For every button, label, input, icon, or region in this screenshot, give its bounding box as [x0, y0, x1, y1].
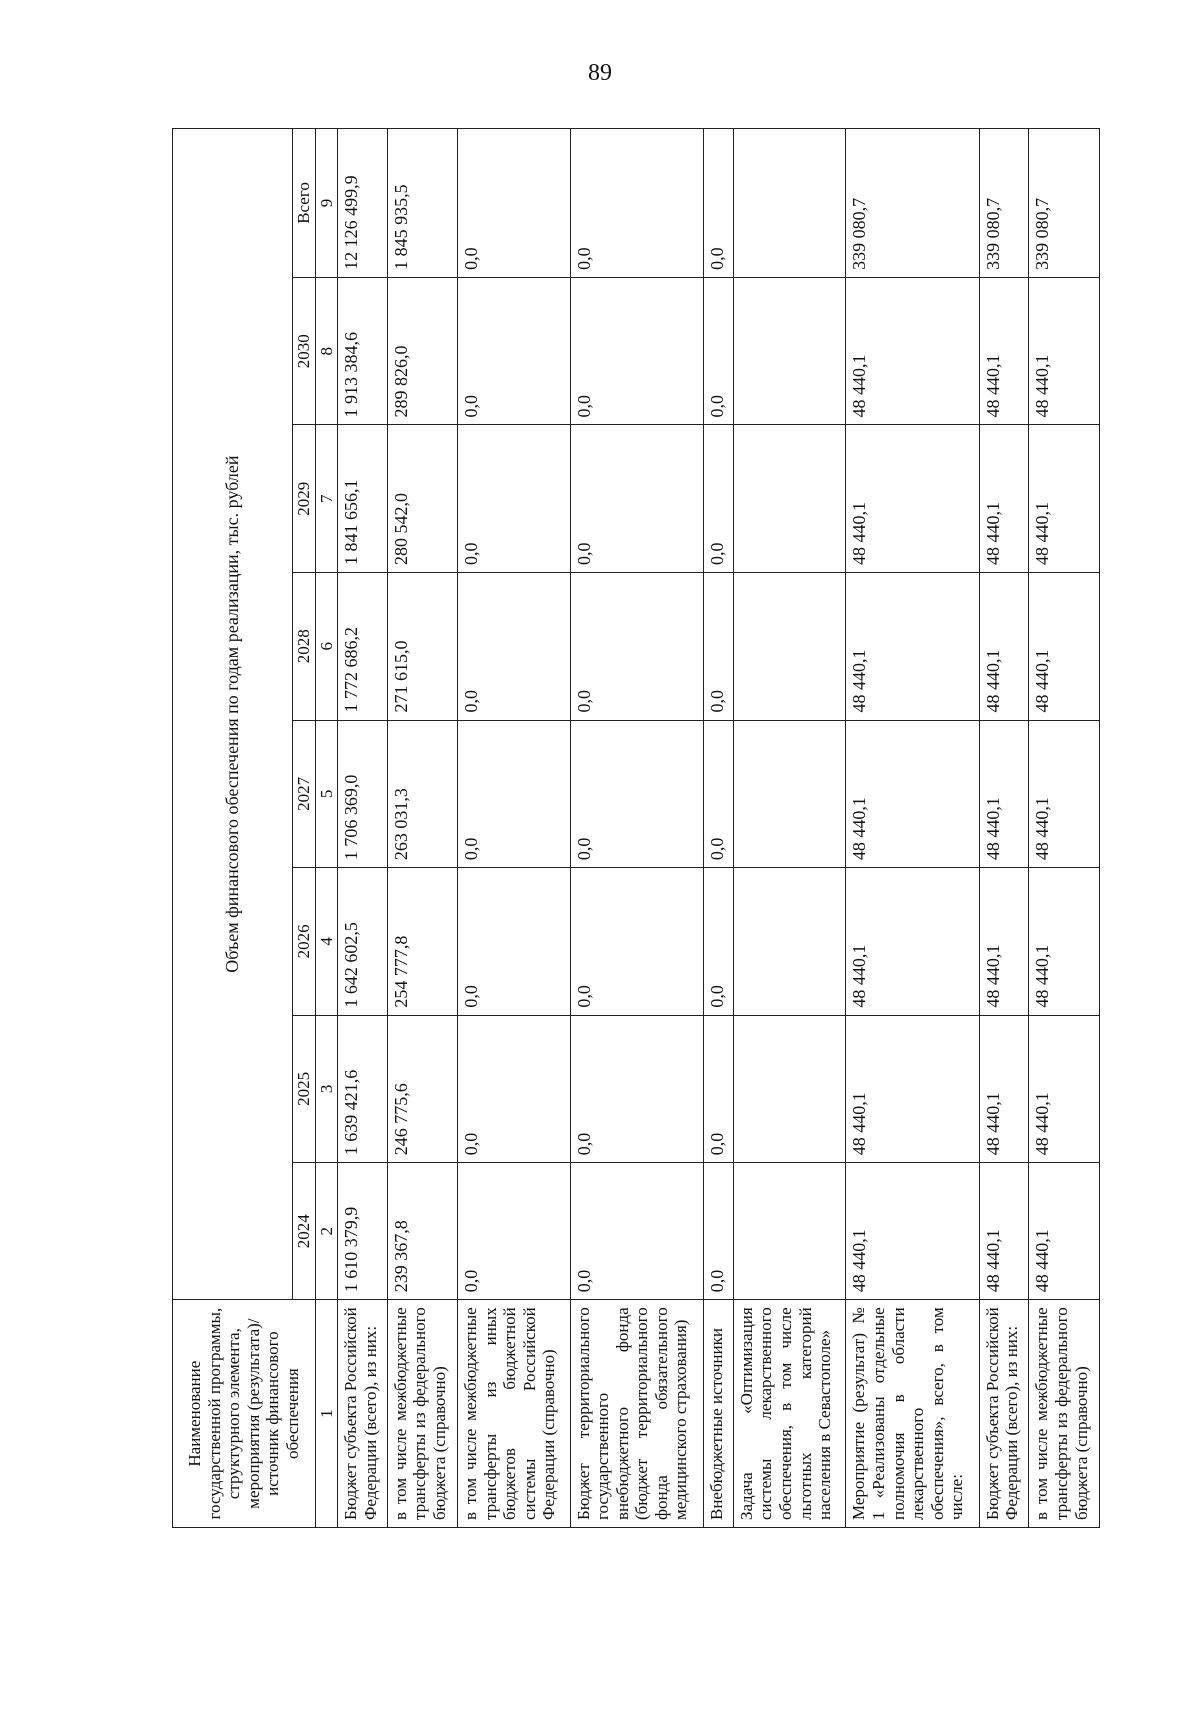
table-cell: 48 440,1	[846, 277, 980, 425]
table-row	[704, 129, 734, 1528]
year-header: 2028	[293, 573, 316, 721]
column-number: 6	[315, 573, 338, 721]
table-cell: 0,0	[704, 425, 734, 573]
table-cell: 48 440,1	[1029, 720, 1100, 868]
header-name-column: Наименование государственной программы, структурного элемента, мероприятия (результата)/источник финансового обеспечения	[173, 1300, 316, 1528]
column-number: 3	[315, 1015, 338, 1163]
table-cell: 48 440,1	[846, 573, 980, 721]
year-header: 2030	[293, 277, 316, 425]
table-row	[570, 129, 704, 1528]
table-cell: 339 080,7	[1029, 129, 1100, 278]
table-cell: 48 440,1	[846, 1015, 980, 1163]
row-name: в том числе межбюджетные трансферты из федерального бюджета (справочно)	[387, 1300, 458, 1528]
table-cell: 0,0	[704, 720, 734, 868]
table-cell	[733, 425, 846, 573]
year-header: 2029	[293, 425, 316, 573]
table-cell: 48 440,1	[1029, 1163, 1100, 1300]
table-cell	[733, 129, 846, 278]
year-header: 2024	[293, 1163, 316, 1300]
column-number: 9	[315, 129, 338, 278]
row-name: Внебюджетные источники	[704, 1300, 734, 1528]
table-cell: 0,0	[704, 277, 734, 425]
table-cell: 254 777,8	[387, 868, 458, 1016]
column-number: 4	[315, 868, 338, 1016]
table-cell: 0,0	[704, 1163, 734, 1300]
table-cell	[733, 1015, 846, 1163]
table-row	[846, 129, 980, 1528]
column-number: 2	[315, 1163, 338, 1300]
table-cell: 1 845 935,5	[387, 129, 458, 278]
table-cell: 0,0	[704, 573, 734, 721]
table-cell: 48 440,1	[846, 1163, 980, 1300]
table-cell: 48 440,1	[846, 425, 980, 573]
table-cell: 1 642 602,5	[338, 868, 388, 1016]
table-cell	[733, 573, 846, 721]
table-cell: 1 772 686,2	[338, 573, 388, 721]
table-cell: 48 440,1	[1029, 868, 1100, 1016]
row-name: Бюджет территориального государственного внебюджетного фонда (бюджет территориального фонда обязательного медицинского страхования)	[570, 1300, 704, 1528]
rotated-table-container	[172, 128, 1100, 1528]
table-cell: 48 440,1	[979, 573, 1029, 721]
table-cell: 0,0	[570, 720, 704, 868]
table-cell: 1 610 379,9	[338, 1163, 388, 1300]
table-cell: 289 826,0	[387, 277, 458, 425]
financing-table	[172, 128, 1100, 1528]
table-cell	[733, 277, 846, 425]
table-cell: 339 080,7	[979, 129, 1029, 278]
column-number: 1	[315, 1300, 338, 1528]
table-cell: 1 639 421,6	[338, 1015, 388, 1163]
column-number: 5	[315, 720, 338, 868]
table-cell: 1 841 656,1	[338, 425, 388, 573]
total-header: Всего	[293, 129, 316, 278]
table-cell: 263 031,3	[387, 720, 458, 868]
row-name: Бюджет субъекта Российской Федерации (всего), из них:	[979, 1300, 1029, 1528]
table-cell: 280 542,0	[387, 425, 458, 573]
table-cell: 339 080,7	[846, 129, 980, 278]
table-row	[458, 129, 571, 1528]
table-cell: 0,0	[704, 1015, 734, 1163]
table-cell: 0,0	[458, 573, 571, 721]
table-cell: 48 440,1	[846, 720, 980, 868]
table-cell: 0,0	[570, 129, 704, 278]
header-row-volume	[173, 129, 293, 1528]
table-cell: 0,0	[570, 868, 704, 1016]
table-cell: 0,0	[458, 1015, 571, 1163]
table-cell: 48 440,1	[1029, 425, 1100, 573]
table-cell: 0,0	[458, 868, 571, 1016]
table-cell: 48 440,1	[979, 868, 1029, 1016]
table-cell: 0,0	[704, 868, 734, 1016]
table-cell: 0,0	[458, 129, 571, 278]
table-cell: 0,0	[458, 425, 571, 573]
table-cell: 246 775,6	[387, 1015, 458, 1163]
year-header: 2027	[293, 720, 316, 868]
table-cell: 48 440,1	[1029, 573, 1100, 721]
table-cell: 0,0	[458, 277, 571, 425]
table-cell: 0,0	[458, 1163, 571, 1300]
table-cell	[733, 868, 846, 1016]
table-row	[1029, 129, 1100, 1528]
table-cell: 239 367,8	[387, 1163, 458, 1300]
table-cell: 1 913 384,6	[338, 277, 388, 425]
table-cell: 48 440,1	[979, 1015, 1029, 1163]
column-number: 8	[315, 277, 338, 425]
column-number: 7	[315, 425, 338, 573]
table-row	[338, 129, 388, 1528]
table-cell: 0,0	[570, 277, 704, 425]
table-cell: 48 440,1	[846, 868, 980, 1016]
page-number: 89	[588, 60, 612, 86]
table-row	[733, 129, 846, 1528]
table-cell: 48 440,1	[979, 1163, 1029, 1300]
table-row	[387, 129, 458, 1528]
table-cell	[733, 1163, 846, 1300]
table-cell: 0,0	[570, 1015, 704, 1163]
row-name: Мероприятие (результат) № 1 «Реализованы отдельные полномочия в области лекарственного обеспечения», всего, в том числе:	[846, 1300, 980, 1528]
table-cell: 48 440,1	[979, 277, 1029, 425]
row-name: в том числе межбюджетные трансферты из иных бюджетов бюджетной системы Российской Федерации (справочно)	[458, 1300, 571, 1528]
table-cell: 1 706 369,0	[338, 720, 388, 868]
table-cell	[733, 720, 846, 868]
table-cell: 48 440,1	[979, 425, 1029, 573]
row-name: в том числе межбюджетные трансферты из федерального бюджета (справочно)	[1029, 1300, 1100, 1528]
table-cell: 0,0	[570, 425, 704, 573]
table-cell: 271 615,0	[387, 573, 458, 721]
table-cell: 0,0	[458, 720, 571, 868]
table-cell: 0,0	[704, 129, 734, 278]
year-header: 2025	[293, 1015, 316, 1163]
column-number-row	[315, 129, 338, 1528]
row-name: Задача «Оптимизация системы лекарственного обеспечения, в том числе льготных категорий населения в Севастополе»	[733, 1300, 846, 1528]
table-cell: 48 440,1	[979, 720, 1029, 868]
header-volume: Объем финансового обеспечения по годам реализации, тыс. рублей	[173, 129, 293, 1300]
table-cell: 0,0	[570, 573, 704, 721]
table-cell: 48 440,1	[1029, 277, 1100, 425]
table-cell: 0,0	[570, 1163, 704, 1300]
table-cell: 12 126 499,9	[338, 129, 388, 278]
year-header: 2026	[293, 868, 316, 1016]
row-name: Бюджет субъекта Российской Федерации (всего), из них:	[338, 1300, 388, 1528]
table-cell: 48 440,1	[1029, 1015, 1100, 1163]
table-row	[979, 129, 1029, 1528]
